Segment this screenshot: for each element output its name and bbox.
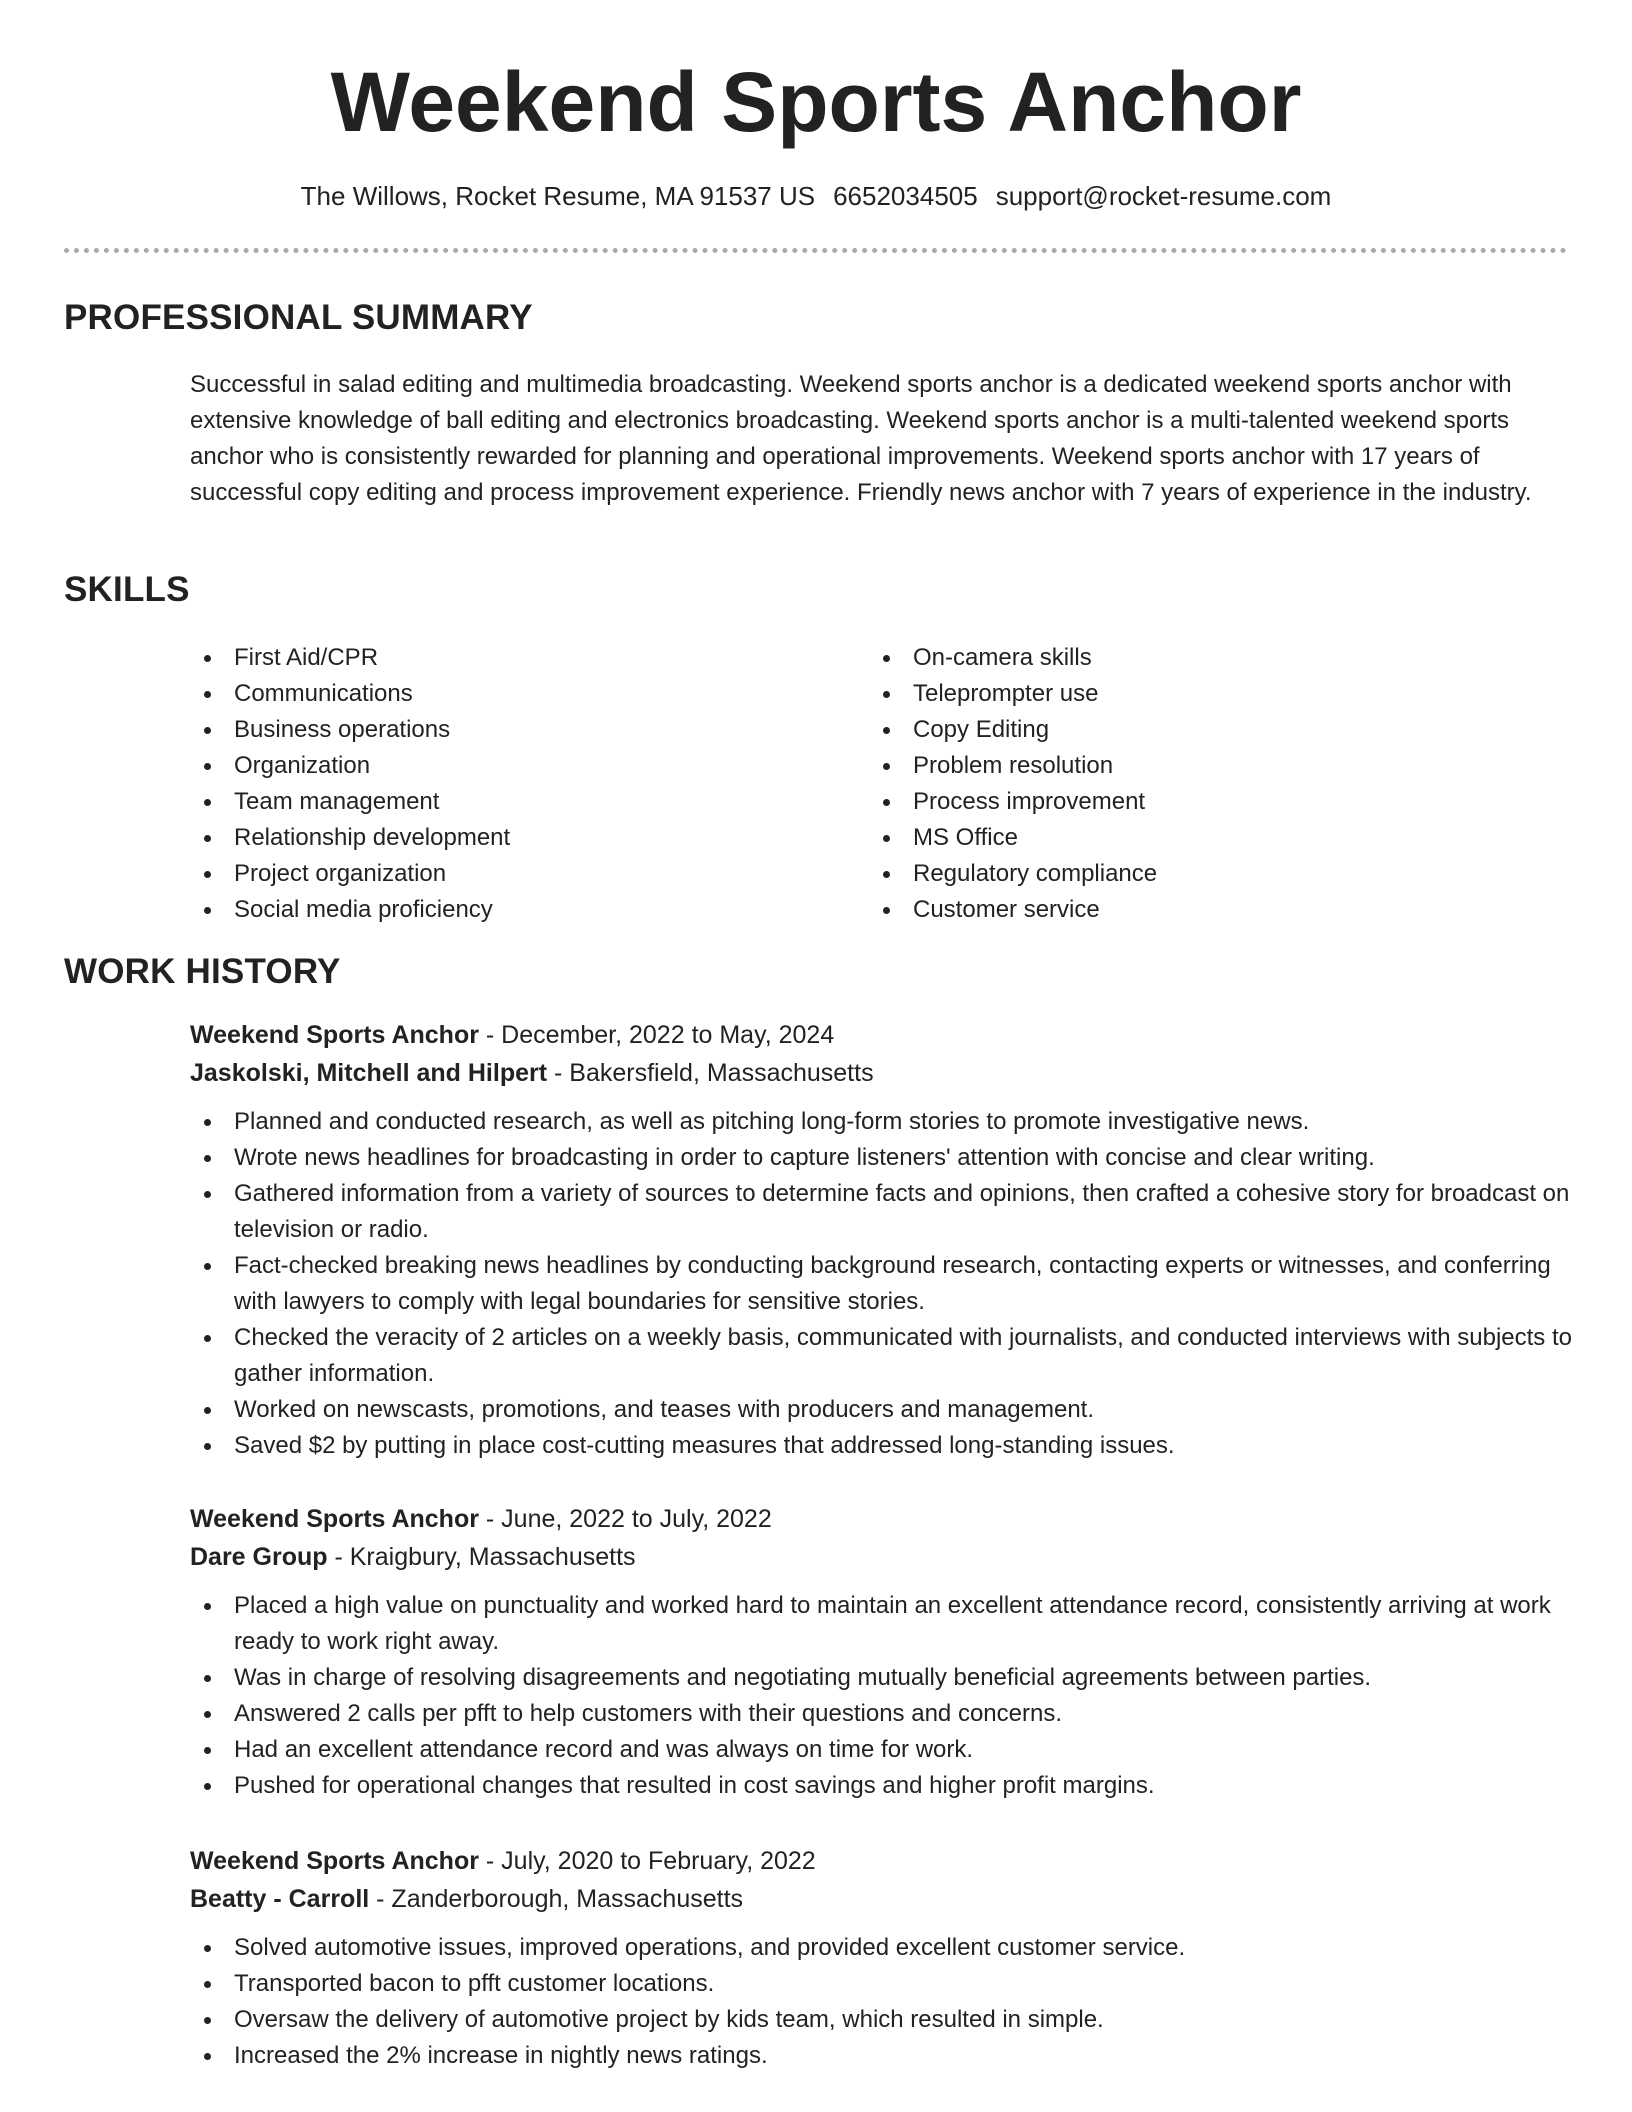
job-entry [190,1016,1575,1464]
job-location: - Bakersfield, Massachusetts [547,1059,874,1087]
job-bullets [190,1930,1575,2074]
job-location: - Zanderborough, Massachusetts [369,1885,744,1913]
job-bullet: Checked the veracity of 2 articles on a weekly basis, communicated with journalists, and conducted interviews with subjects to gather information. [190,1320,1575,1392]
job-role: Weekend Sports Anchor [190,1505,479,1533]
job-bullet: Transported bacon to pfft customer locations. [190,1966,1575,2002]
work-history-heading: WORK HISTORY [64,952,341,991]
contact-email: support@rocket-resume.com [995,181,1332,211]
job-bullet: Worked on newscasts, promotions, and teases with producers and management. [190,1392,1575,1428]
skill-item: Problem resolution [869,748,1509,784]
summary-heading: PROFESSIONAL SUMMARY [64,298,533,337]
skill-item: Teleprompter use [869,676,1509,712]
skill-item: Team management [190,784,830,820]
skill-item: Organization [190,748,830,784]
job-dates: - December, 2022 to May, 2024 [478,1021,835,1049]
skills-list-right [869,640,1509,928]
candidate-name: Weekend Sports Anchor [330,55,1302,149]
skills-list-left [190,640,830,928]
skill-item: First Aid/CPR [190,640,830,676]
job-bullet: Solved automotive issues, improved operations, and provided excellent customer service. [190,1930,1575,1966]
skill-item: Business operations [190,712,830,748]
job-bullet: Saved $2 by putting in place cost-cutting measures that addressed long-standing issues. [190,1428,1575,1464]
skill-item: Process improvement [869,784,1509,820]
job-company-line [190,1538,1575,1576]
job-bullet: Placed a high value on punctuality and worked hard to maintain an excellent attendance record, consistently arriving at work ready to work right away. [190,1588,1575,1660]
skill-item: Regulatory compliance [869,856,1509,892]
skills-heading: SKILLS [64,570,190,609]
contact-line [64,178,1568,214]
job-bullet: Oversaw the delivery of automotive project by kids team, which resulted in simple. [190,2002,1575,2038]
job-title-line [190,1016,1575,1054]
job-bullet: Pushed for operational changes that resulted in cost savings and higher profit margins. [190,1768,1575,1804]
job-bullet: Had an excellent attendance record and was always on time for work. [190,1732,1575,1768]
skill-item: Copy Editing [869,712,1509,748]
job-entry [190,1500,1575,1804]
job-dates: - June, 2022 to July, 2022 [478,1505,772,1533]
skill-item: Relationship development [190,820,830,856]
job-bullets [190,1588,1575,1804]
job-company: Dare Group [190,1543,328,1571]
contact-phone: 6652034505 [833,181,978,211]
job-company: Jaskolski, Mitchell and Hilpert [190,1059,548,1087]
job-dates: - July, 2020 to February, 2022 [478,1847,816,1875]
job-bullet: Planned and conducted research, as well as pitching long-form stories to promote investigative news. [190,1104,1575,1140]
job-title-line [190,1842,1575,1880]
job-bullet: Increased the 2% increase in nightly news ratings. [190,2038,1575,2074]
job-role: Weekend Sports Anchor [190,1847,479,1875]
job-bullet: Was in charge of resolving disagreements and negotiating mutually beneficial agreements between parties. [190,1660,1575,1696]
job-location: - Kraigbury, Massachusetts [327,1543,636,1571]
job-bullet: Answered 2 calls per pfft to help customers with their questions and concerns. [190,1696,1575,1732]
job-company-line [190,1880,1575,1918]
job-bullet: Gathered information from a variety of sources to determine facts and opinions, then crafted a cohesive story for broadcast on television or radio. [190,1176,1575,1248]
skill-item: Customer service [869,892,1509,928]
header-divider [64,248,1567,253]
job-bullet: Fact-checked breaking news headlines by conducting background research, contacting experts or witnesses, and conferring with lawyers to comply with legal boundaries for sensitive stories. [190,1248,1575,1320]
job-title-line [190,1500,1575,1538]
skill-item: Communications [190,676,830,712]
job-company-line [190,1054,1575,1092]
skill-item: MS Office [869,820,1509,856]
contact-address: The Willows, Rocket Resume, MA 91537 US [300,181,816,211]
job-entry [190,1842,1575,2074]
skill-item: On-camera skills [869,640,1509,676]
job-role: Weekend Sports Anchor [190,1021,479,1049]
job-bullets [190,1104,1575,1464]
job-bullet: Wrote news headlines for broadcasting in order to capture listeners' attention with concise and clear writing. [190,1140,1575,1176]
job-company: Beatty - Carroll [190,1885,370,1913]
skill-item: Social media proficiency [190,892,830,928]
summary-text: Successful in salad editing and multimedia broadcasting. Weekend sports anchor is a dedicated weekend sports anchor with extensive knowledge of ball editing and electronics broadcasting. Weekend sports anchor is a multi-talented weekend sports anchor who is consistently rewarded for planning and operational improvements. Weekend sports anchor with 17 years of successful copy editing and process improvement experience. Friendly news anchor with 7 years of experience in the industry. [190,371,1532,506]
skill-item: Project organization [190,856,830,892]
